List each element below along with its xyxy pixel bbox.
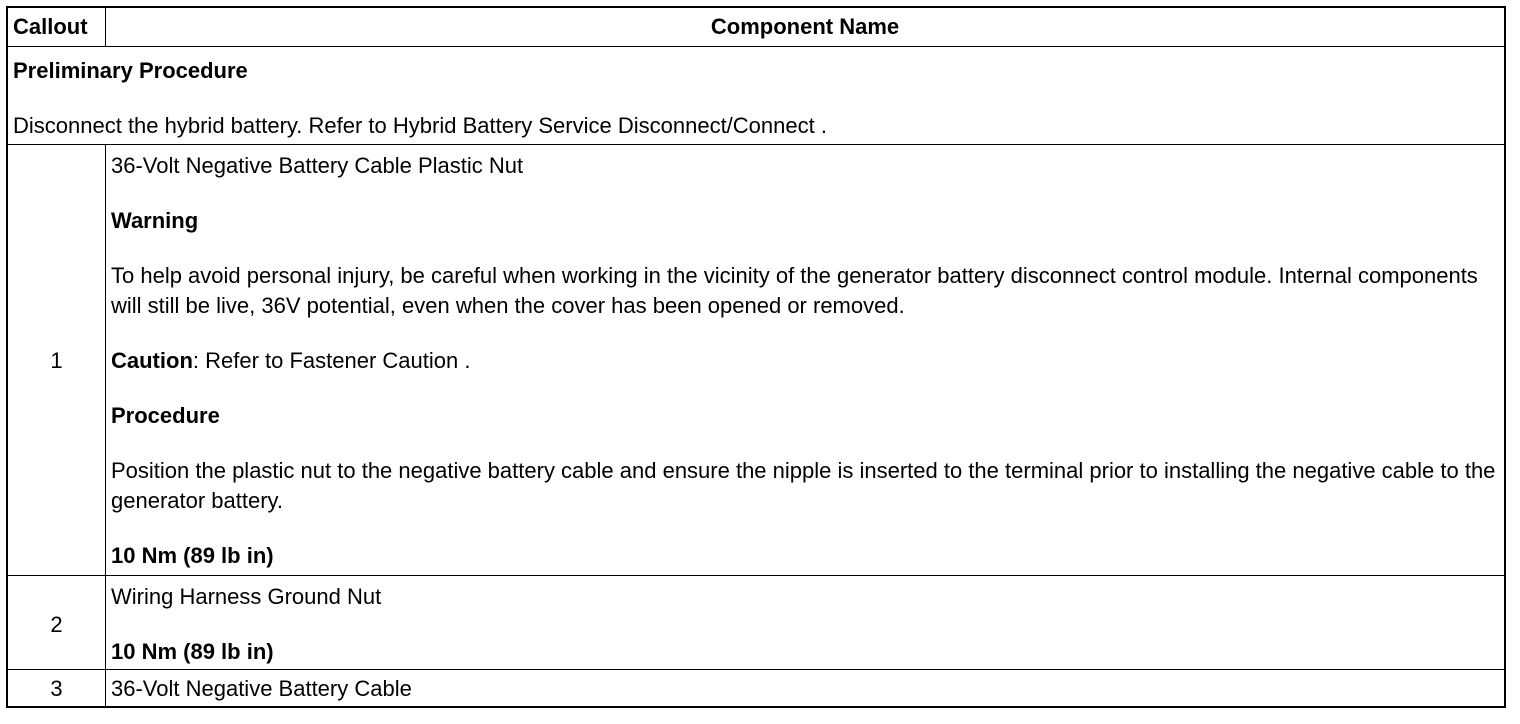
callout-header: Callout [7, 7, 106, 47]
preliminary-row [7, 47, 1505, 145]
callout-number: 2 [7, 576, 106, 670]
component-cell [106, 670, 1506, 708]
component-cell [106, 145, 1506, 576]
table-row [7, 670, 1505, 708]
callout-number: 3 [7, 670, 106, 708]
caution-text: : Refer to Fastener Caution . [192, 348, 471, 373]
table-row [7, 145, 1505, 576]
torque-spec: 10 Nm (89 lb in) [111, 543, 274, 568]
caution-line [111, 346, 1504, 376]
caution-label: Caution [111, 348, 193, 373]
warning-heading: Warning [111, 208, 199, 233]
table-row [7, 576, 1505, 670]
component-name: 36-Volt Negative Battery Cable Plastic Nut [111, 153, 524, 178]
component-name: 36-Volt Negative Battery Cable [111, 676, 412, 701]
preliminary-cell [7, 47, 1505, 145]
component-cell [106, 576, 1506, 670]
torque-spec: 10 Nm (89 lb in) [111, 639, 274, 664]
component-name-header: Component Name [106, 7, 1506, 47]
callout-number: 1 [7, 145, 106, 576]
warning-text: To help avoid personal injury, be careful when working in the vicinity of the generator battery disconnect control module. Internal components will still be live, 36V potential, even when the cover has been opened or removed. [111, 263, 1478, 318]
component-table [6, 6, 1506, 708]
component-name: Wiring Harness Ground Nut [111, 584, 382, 609]
procedure-heading: Procedure [111, 403, 220, 428]
preliminary-heading: Preliminary Procedure [13, 58, 248, 83]
preliminary-text: Disconnect the hybrid battery. Refer to Hybrid Battery Service Disconnect/Connect . [13, 113, 827, 138]
header-row [7, 7, 1505, 47]
procedure-text: Position the plastic nut to the negative battery cable and ensure the nipple is inserted to the terminal prior to installing the negative cable to the generator battery. [111, 458, 1496, 513]
